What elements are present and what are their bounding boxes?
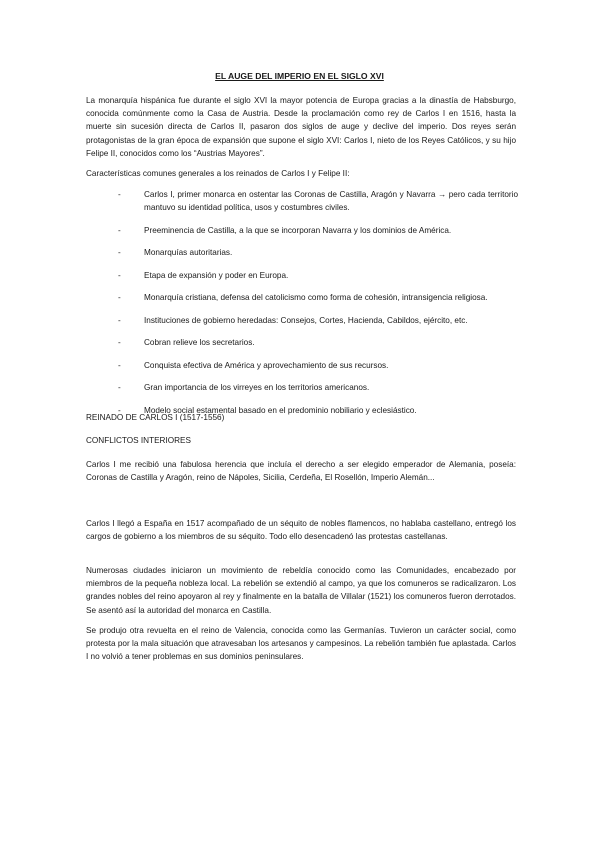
bullet-dash: - [118,248,121,258]
bullet-dash: - [118,405,121,415]
bullet-dash: - [118,190,121,199]
bullet-dash: - [118,383,121,393]
document-title: EL AUGE DEL IMPERIO EN EL SIGLO XVI [215,71,384,81]
list-item [118,269,518,282]
bullet-dash: - [118,225,121,235]
subsection-heading: CONFLICTOS INTERIORES [86,436,191,445]
list-item-text: Instituciones de gobierno heredadas: Consejos, Cortes, Hacienda, Cabildos, ejército, etc. [144,315,468,325]
intro-paragraph: La monarquía hispánica fue durante el siglo XVI la mayor potencia de Europa gracias a la dinastía de Habsburgo, conocida comúnmente como la Casa de Austria. Desde la proclamación como rey de Carlos I en 1516, hasta la muerte sin sucesión directa de Carlos II, pasaron dos siglos de auge y declive del imperio. Dos reyes serán protagonistas de la gran época de expansión que supone el siglo XVI: Carlos I, nieto de los Reyes Católicos, y su hijo Felipe II, conocidos como los “Austrias Mayores”. [86,96,516,158]
bullet-dash: - [118,360,121,370]
list-item [118,336,518,349]
list-item-text: Preeminencia de Castilla, a la que se incorporan Navarra y los dominios de América. [144,225,452,235]
section-heading: REINADO DE CARLOS I (1517-1556) [86,413,225,422]
characteristics-list [118,188,518,426]
list-item [118,224,518,237]
body-paragraph: Carlos I llegó a España en 1517 acompañado de un séquito de nobles flamencos, no hablaba castellano, entregó los cargos de gobierno a los miembros de su séquito. Todo ello desencadenó las protestas castellanas. [86,519,516,542]
bullet-dash: - [118,293,121,303]
list-item-text: Carlos I, primer monarca en ostentar las Coronas de Castilla, Aragón y Navarra → pero cada territorio mantuvo su identidad política, usos y costumbres civiles. [144,190,518,213]
list-item [118,246,518,259]
bullet-dash: - [118,338,121,348]
list-item-text: Gran importancia de los virreyes en los territorios americanos. [144,383,370,393]
list-item [118,291,518,304]
list-item-text: Etapa de expansión y poder en Europa. [144,270,289,280]
bullet-dash: - [118,270,121,280]
bullet-dash: - [118,315,121,325]
body-paragraph: Se produjo otra revuelta en el reino de Valencia, conocida como las Germanías. Tuvieron un carácter social, como protesta por la mala situación que atravesaban los artesanos y campesinos. La rebelión también fue aplastada. Carlos I no volvió a tener problemas en sus dominios peninsulares. [86,626,516,662]
list-item [118,188,518,214]
body-paragraph: Numerosas ciudades iniciaron un movimiento de rebeldía conocido como las Comunidades, encabezado por miembros de la pequeña nobleza local. La rebelión se extendió al campo, ya que los comuneros se radicalizaron. Los grandes nobles del reino apoyaron al rey y finalmente en la batalla de Villalar (1521) los comuneros fueron derrotados. Se asentó así la autoridad del monarca en Castilla. [86,566,516,615]
body-paragraph: Carlos I me recibió una fabulosa herencia que incluía el derecho a ser elegido emperador de Alemania, poseía: Coronas de Castilla y Aragón, reino de Nápoles, Sicilia, Cerdeña, El Rosellón, Imperio Alemán... [86,460,516,483]
list-item-text: Monarquías autoritarias. [144,248,233,258]
list-item-text: Conquista efectiva de América y aprovechamiento de sus recursos. [144,360,389,370]
list-item-text: Modelo social estamental basado en el predominio nobiliario y eclesiástico. [144,405,417,415]
list-item-text: Cobran relieve los secretarios. [144,338,255,348]
list-item-text: Monarquía cristiana, defensa del catolicismo como forma de cohesión, intransigencia religiosa. [144,293,488,303]
characteristics-heading: Características comunes generales a los reinados de Carlos I y Felipe II: [86,169,350,178]
list-item [118,381,518,394]
list-item [118,314,518,327]
list-item [118,359,518,372]
